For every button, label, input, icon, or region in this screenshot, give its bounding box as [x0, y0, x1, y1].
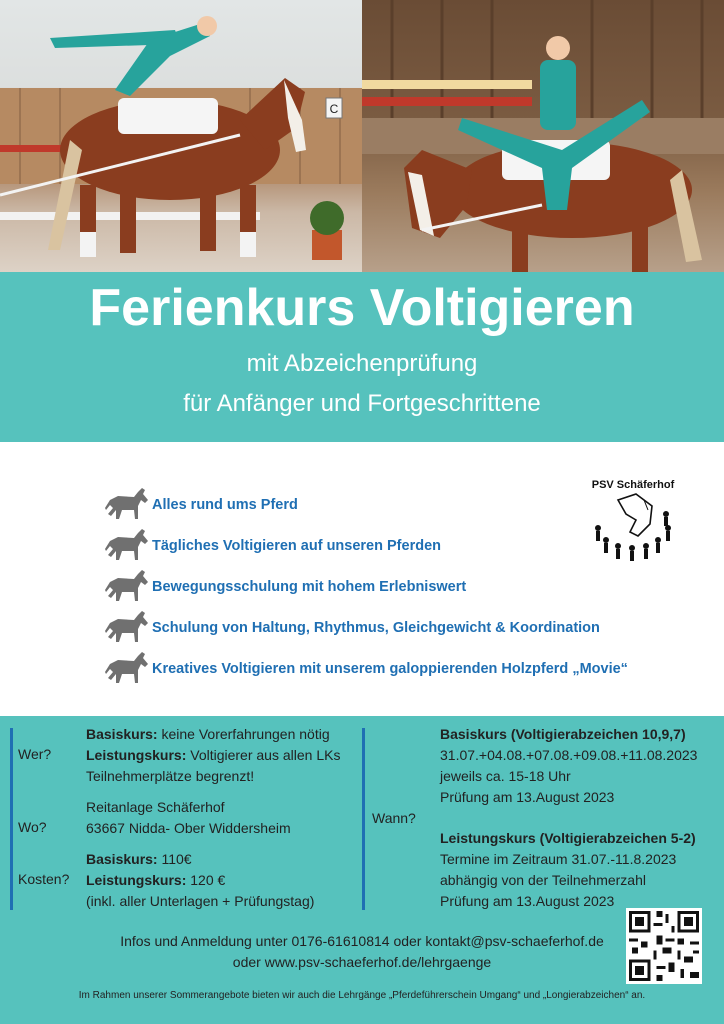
wann-basis-heading: Basiskurs (Voltigierabzeichen 10,9,7)	[440, 726, 686, 742]
list-item	[104, 484, 628, 525]
wann-basis	[440, 724, 697, 808]
header-photo	[0, 0, 724, 272]
photo-right-scene	[362, 0, 724, 272]
wo-line-2: 63667 Nidda- Ober Widdersheim	[86, 820, 291, 836]
wo-line-1: Reitanlage Schäferhof	[86, 799, 225, 815]
wann-leistung-exam: Prüfung am 13.August 2023	[440, 893, 615, 909]
kosten-label: Kosten?	[18, 871, 70, 887]
feature-text: Bewegungsschulung mit hohem Erlebniswert	[152, 578, 467, 595]
wann-label: Wann?	[372, 810, 416, 826]
logo-horse-head-icon	[618, 494, 652, 536]
wer-details	[86, 724, 340, 787]
subtitle-line-2: für Anfänger und Fortgeschrittene	[183, 390, 541, 417]
wer-extra: Teilnehmerplätze begrenzt!	[86, 768, 255, 784]
list-item	[104, 525, 628, 566]
list-item	[104, 607, 628, 648]
plant	[310, 201, 344, 235]
kosten-details	[86, 849, 314, 912]
list-item	[104, 566, 628, 607]
contact-line-2[interactable]: oder www.psv-schaeferhof.de/lehrgaenge	[232, 954, 492, 970]
wo-details	[86, 797, 291, 839]
wer-leistung-label: Leistungskurs:	[86, 747, 187, 763]
wo-label: Wo?	[18, 819, 47, 835]
kosten-leistung-label: Leistungskurs:	[86, 872, 187, 888]
horse-icon	[104, 609, 150, 647]
divider-middle	[362, 728, 365, 910]
wann-basis-time: jeweils ca. 15-18 Uhr	[440, 768, 571, 784]
wer-label: Wer?	[18, 746, 52, 762]
wann-leistung-note: abhängig von der Teilnehmerzahl	[440, 872, 646, 888]
horse-icon	[104, 486, 150, 524]
photo-left	[0, 0, 362, 272]
wann-basis-dates: 31.07.+04.08.+07.08.+09.08.+11.08.2023	[440, 747, 698, 763]
club-logo	[578, 470, 688, 562]
wer-basis-text: keine Vorerfahrungen nötig	[157, 726, 330, 742]
wer-basis-label: Basiskurs:	[86, 726, 158, 742]
kosten-basis-text: 110€	[157, 851, 192, 867]
list-item	[104, 648, 628, 689]
horse-icon	[104, 568, 150, 606]
pole-right	[362, 97, 532, 106]
pole	[0, 145, 70, 152]
contact-line-1[interactable]: Infos und Anmeldung unter 0176-61610814 oder kontakt@psv-schaeferhof.de	[120, 933, 604, 949]
photo-right	[362, 0, 724, 272]
page-title: Ferienkurs Voltigieren	[89, 279, 635, 337]
vaulter-left	[50, 16, 217, 96]
wann-basis-exam: Prüfung am 13.August 2023	[440, 789, 615, 805]
subtitle-line-1: mit Abzeichenprüfung	[246, 350, 478, 377]
kosten-extra: (inkl. aller Unterlagen + Prüfungstag)	[86, 893, 315, 909]
wann-leistung	[440, 828, 696, 912]
wer-leistung-text: Voltigierer aus allen LKs	[186, 747, 341, 763]
feature-text: Schulung von Haltung, Rhythmus, Gleichgewicht & Koordination	[152, 619, 600, 636]
kosten-leistung-text: 120 €	[186, 872, 226, 888]
feature-text: Kreatives Voltigieren mit unserem galoppierenden Holzpferd „Movie“	[152, 660, 628, 677]
horse-icon	[104, 650, 150, 688]
wann-leistung-dates: Termine im Zeitraum 31.07.-11.8.2023	[440, 851, 677, 867]
arena-letter: C	[329, 102, 339, 116]
divider-left	[10, 728, 13, 910]
feature-text: Tägliches Voltigieren auf unseren Pferden	[152, 537, 441, 554]
feature-list	[104, 484, 628, 689]
kosten-basis-label: Basiskurs:	[86, 851, 158, 867]
pole-right	[362, 80, 532, 89]
qr-code[interactable]	[626, 908, 702, 984]
horse-icon	[104, 527, 150, 565]
footnote: Im Rahmen unserer Sommerangebote bieten wir auch die Lehrgänge „Pferdeführerschein Umgang“ und „Longierabzeichen“ an.	[78, 990, 646, 1001]
photo-left-scene	[0, 0, 362, 272]
wann-leistung-heading: Leistungskurs (Voltigierabzeichen 5-2)	[440, 830, 696, 846]
feature-text: Alles rund ums Pferd	[152, 496, 298, 513]
logo-text: PSV Schäferhof	[591, 479, 675, 491]
